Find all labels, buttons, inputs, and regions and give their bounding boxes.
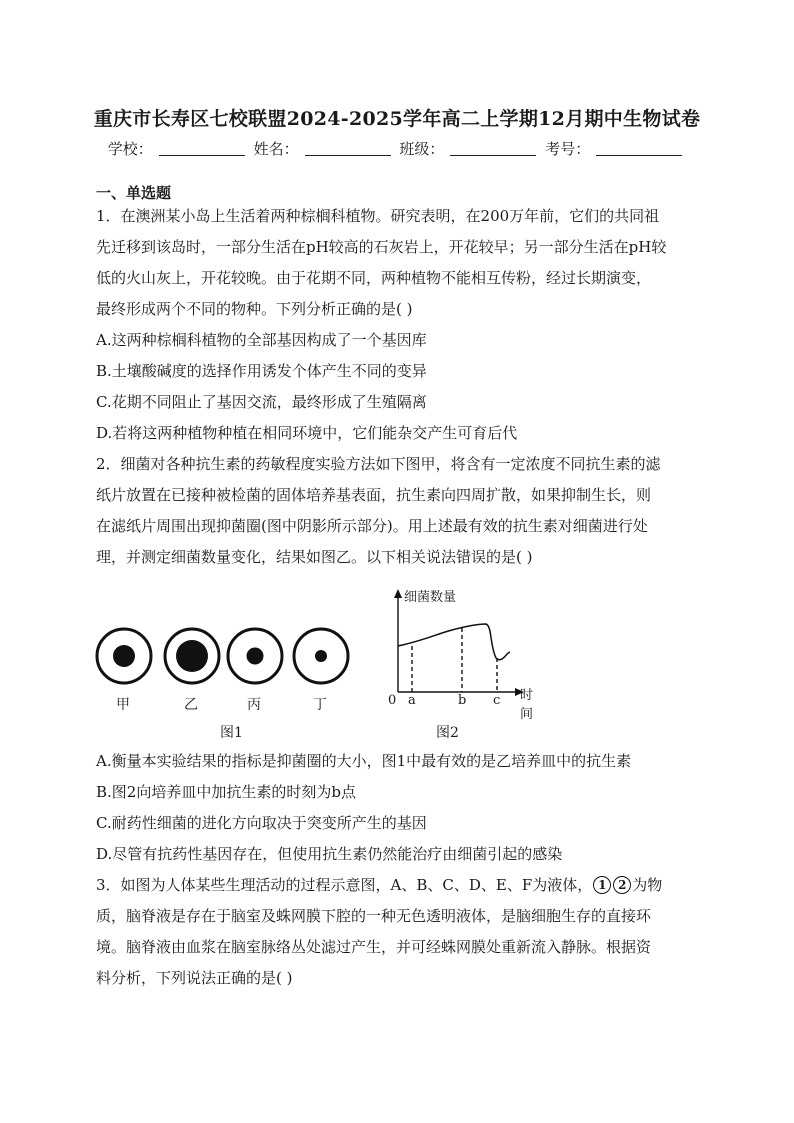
name-label: 姓名： — [253, 140, 299, 158]
graph-x-label: 时间 — [520, 688, 534, 722]
option-b[interactable]: B.土壤酸碱度的选择作用诱发个体产生不同的变异 — [96, 362, 427, 380]
graph-tick-a: a — [408, 693, 416, 708]
growth-graph — [394, 589, 524, 696]
petri-dish-ding — [294, 629, 348, 683]
question-2-options — [96, 746, 696, 870]
exam-number-label: 考号： — [545, 140, 591, 158]
school-blank[interactable] — [159, 141, 245, 156]
petri-dish-bing — [228, 629, 282, 683]
question-line: 1．在澳洲某小岛上生活着两种棕榈科植物。研究表明，在200万年前，它们的共同祖 — [96, 207, 660, 225]
name-blank[interactable] — [305, 141, 391, 156]
figure-caption-1: 图1 — [220, 725, 243, 741]
question-line — [96, 870, 696, 901]
petri-dish-yi — [165, 629, 219, 683]
option-b[interactable]: B.图2向培养皿中加抗生素的时刻为b点 — [96, 783, 356, 801]
question-3-line-end: 为物 — [632, 876, 663, 894]
figure-diagram — [92, 586, 532, 746]
option-c[interactable]: C.花期不同阻止了基因交流，最终形成了生殖隔离 — [96, 393, 427, 411]
dish-label-ding: 丁 — [313, 697, 327, 713]
question-2-text — [96, 449, 696, 573]
question-line: 境。脑脊液由血浆在脑室脉络丛处滤过产生，并可经蛛网膜处重新流入静脉。根据资 — [96, 938, 652, 956]
option-d[interactable]: D.尽管有抗药性基因存在，但使用抗生素仍然能治疗由细菌引起的感染 — [96, 845, 563, 863]
petri-dish-jia — [97, 629, 151, 683]
dish-label-bing: 丙 — [247, 697, 261, 713]
question-1-text — [96, 201, 696, 325]
question-line: 先迁移到该岛时，一部分生活在pH较高的石灰岩上，开花较早；另一部分生活在pH较 — [96, 238, 667, 256]
question-line: 质，脑脊液是存在于脑室及蛛网膜下腔的一种无色透明液体，是脑细胞生存的直接环 — [96, 907, 652, 925]
circled-number-1: 1 — [593, 876, 611, 894]
question-line: 料分析，下列说法正确的是( ) — [96, 969, 293, 987]
graph-y-label: 细菌数量 — [404, 590, 457, 605]
section-title: 一、单选题 — [96, 184, 172, 202]
class-blank[interactable] — [450, 141, 536, 156]
class-label: 班级： — [399, 140, 445, 158]
question-line: 在滤纸片周围出现抑菌圈(图中阴影所示部分)。用上述最有效的抗生素对细菌进行处 — [96, 517, 648, 535]
circled-number-2: 2 — [613, 876, 631, 894]
student-info-row — [0, 138, 794, 159]
figure-caption-2: 图2 — [436, 725, 459, 741]
growth-curve — [398, 624, 510, 660]
question-line: 纸片放置在已接种被检菌的固体培养基表面，抗生素向四周扩散，如果抑制生长，则 — [96, 486, 652, 504]
question-line: 低的火山灰上，开花较晚。由于花期不同，两种植物不能相互传粉，经过长期演变， — [96, 269, 652, 287]
option-d[interactable]: D.若将这两种植物种植在相同环境中，它们能杂交产生可育后代 — [96, 424, 518, 442]
question-2-figure — [92, 586, 532, 746]
graph-tick-c: c — [493, 693, 501, 708]
graph-tick-b: b — [458, 693, 467, 708]
option-c[interactable]: C.耐药性细菌的进化方向取决于突变所产生的基因 — [96, 814, 427, 832]
school-label: 学校： — [107, 140, 153, 158]
question-line: 2．细菌对各种抗生素的药敏程度实验方法如下图甲，将含有一定浓度不同抗生素的滤 — [96, 455, 661, 473]
exam-title: 重庆市长寿区七校联盟2024-2025学年高二上学期12月期中生物试卷 — [93, 108, 701, 130]
question-1-options — [96, 325, 696, 449]
question-line: 理，并测定细菌数量变化，结果如图乙。以下相关说法错误的是( ) — [96, 548, 533, 566]
dish-label-jia: 甲 — [116, 697, 130, 713]
graph-origin-label: 0 — [388, 693, 397, 708]
exam-number-blank[interactable] — [596, 141, 682, 156]
dish-label-yi: 乙 — [184, 697, 198, 713]
option-a[interactable]: A.衡量本实验结果的指标是抑菌圈的大小，图1中最有效的是乙培养皿中的抗生素 — [96, 752, 632, 770]
question-line: 最终形成两个不同的物种。下列分析正确的是( ) — [96, 300, 413, 318]
question-3-line-start: 3．如图为人体某些生理活动的过程示意图，A、B、C、D、E、F为液体， — [96, 876, 593, 894]
question-3-text — [96, 870, 696, 994]
option-a[interactable]: A.这两种棕榈科植物的全部基因构成了一个基因库 — [96, 331, 427, 349]
